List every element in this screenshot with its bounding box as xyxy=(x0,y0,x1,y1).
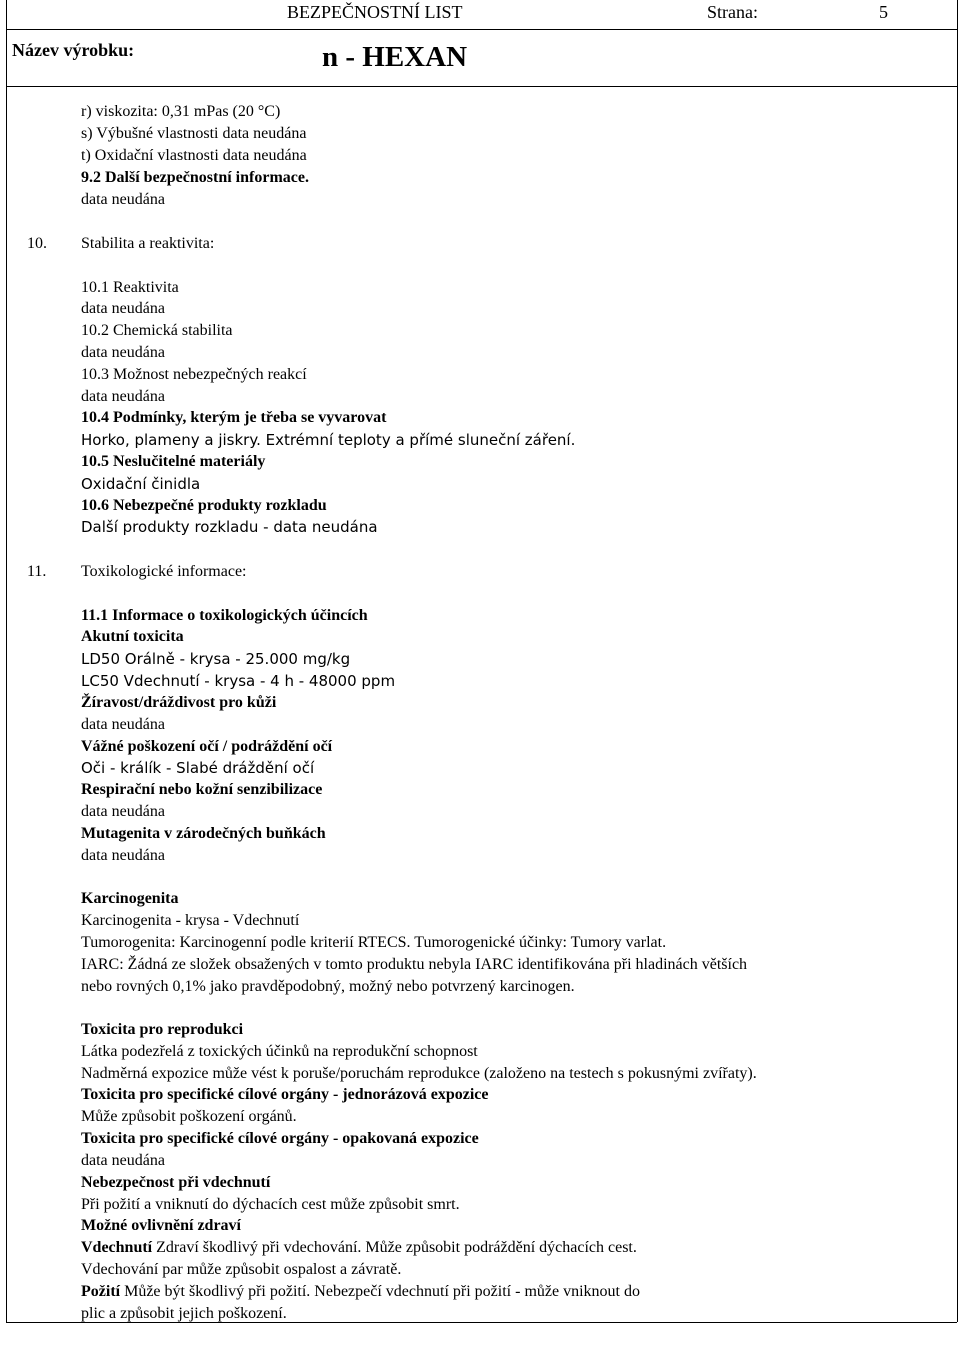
mutagenicity-heading: Mutagenita v zárodečných buňkách xyxy=(81,825,326,842)
inhalation-text: Zdraví škodlivý při vdechování. Může způsobit podráždění dýchacích cest. xyxy=(152,1239,637,1256)
acute-lc50-line: LC50 Vdechnutí - krysa - 4 h - 48000 ppm xyxy=(81,672,396,690)
carcinogenicity-line-2: Tumorogenita: Karcinogenní podle kriterií RTECS. Tumorogenické účinky: Tumory varlat. xyxy=(81,934,667,951)
document-type: BEZPEČNOSTNÍ LIST xyxy=(287,2,463,22)
aspiration-hazard-heading: Nebezpečnost při vdechnutí xyxy=(81,1174,271,1191)
carcinogenicity-line-3: IARC: Žádná ze složek obsažených v tomto produktu nebyla IARC identifikována při hladinách větších xyxy=(81,956,748,973)
acute-ld50-line: LD50 Orálně - krysa - 25.000 mg/kg xyxy=(81,650,351,668)
other-info-heading: 9.2 Další bezpečnostní informace. xyxy=(81,169,309,186)
chemical-stability-heading: 10.2 Chemická stabilita xyxy=(81,322,233,339)
stot-single-heading: Toxicita pro specifické cílové orgány - jednorázová expozice xyxy=(81,1086,489,1103)
reproductive-toxicity-line-1: Látka podezřelá z toxických účinků na reprodukční schopnost xyxy=(81,1043,478,1060)
stot-repeated-value: data neudána xyxy=(81,1152,165,1169)
ingestion-line xyxy=(81,1282,640,1302)
hazardous-reactions-heading: 10.3 Možnost nebezpečných reakcí xyxy=(81,366,307,383)
ingestion-label: Požití xyxy=(81,1283,121,1300)
inhalation-line-2: Vdechování par může způsobit ospalost a závratě. xyxy=(81,1261,402,1278)
stot-single-value: Může způsobit poškození orgánů. xyxy=(81,1108,297,1125)
inhalation-line xyxy=(81,1238,637,1258)
page-label: Strana: xyxy=(707,2,758,22)
reactivity-heading: 10.1 Reaktivita xyxy=(81,279,179,296)
carcinogenicity-line-1: Karcinogenita - krysa - Vdechnutí xyxy=(81,912,300,929)
product-label: Název výrobku: xyxy=(12,40,135,60)
carcinogenicity-heading: Karcinogenita xyxy=(81,890,179,907)
reactivity-value: data neudána xyxy=(81,300,165,317)
eye-damage-heading: Vážné poškození očí / podráždění očí xyxy=(81,738,333,755)
hazardous-reactions-value: data neudána xyxy=(81,388,165,405)
conditions-to-avoid-heading: 10.4 Podmínky, kterým je třeba se vyvarovat xyxy=(81,409,387,426)
reproductive-toxicity-line-2: Nadměrná expozice může vést k poruše/poruchám reprodukce (založeno na testech s pokusnými zvířaty). xyxy=(81,1065,757,1082)
reproductive-toxicity-heading: Toxicita pro reprodukci xyxy=(81,1021,244,1038)
stot-repeated-heading: Toxicita pro specifické cílové orgány - opakovaná expozice xyxy=(81,1130,479,1147)
inhalation-label: Vdechnutí xyxy=(81,1239,153,1256)
carcinogenicity-line-4: nebo rovných 0,1% jako pravděpodobný, možný nebo potvrzený karcinogen. xyxy=(81,978,575,995)
conditions-to-avoid-value: Horko, plameny a jiskry. Extrémní teploty a přímé sluneční záření. xyxy=(81,431,576,449)
health-effects-heading: Možné ovlivnění zdraví xyxy=(81,1217,241,1234)
decomposition-products-heading: 10.6 Nebezpečné produkty rozkladu xyxy=(81,497,327,514)
section-10-number: 10. xyxy=(27,235,47,252)
sensitization-value: data neudána xyxy=(81,803,165,820)
product-name: n - HEXAN xyxy=(322,41,468,73)
mutagenicity-value: data neudána xyxy=(81,847,165,864)
sensitization-heading: Respirační nebo kožní senzibilizace xyxy=(81,781,323,798)
other-info-value: data neudána xyxy=(81,191,165,208)
eye-damage-value: Oči - králík - Slabé dráždění očí xyxy=(81,759,315,777)
ingestion-text: Může být škodlivý při požití. Nebezpečí vdechnutí při požití - může vniknout do xyxy=(120,1283,640,1300)
oxidizing-line: t) Oxidační vlastnosti data neudána xyxy=(81,147,307,164)
decomposition-products-value: Další produkty rozkladu - data neudána xyxy=(81,518,378,536)
section-11-number: 11. xyxy=(27,563,47,580)
skin-irritation-value: data neudána xyxy=(81,716,165,733)
incompatible-materials-heading: 10.5 Neslučitelné materiály xyxy=(81,453,266,470)
section-11-title: Toxikologické informace: xyxy=(81,563,247,580)
aspiration-hazard-value: Při požití a vniknutí do dýchacích cest může způsobit smrt. xyxy=(81,1196,460,1213)
section-10-title: Stabilita a reaktivita: xyxy=(81,235,215,252)
explosive-line: s) Výbušné vlastnosti data neudána xyxy=(81,125,307,142)
skin-irritation-heading: Žíravost/dráždivost pro kůži xyxy=(81,694,277,711)
incompatible-materials-value: Oxidační činidla xyxy=(81,475,201,493)
acute-toxicity-heading: Akutní toxicita xyxy=(81,628,184,645)
page-number: 5 xyxy=(879,2,888,22)
tox-effects-heading: 11.1 Informace o toxikologických účincích xyxy=(81,607,368,624)
chemical-stability-value: data neudána xyxy=(81,344,165,361)
viscosity-line: r) viskozita: 0,31 mPas (20 °C) xyxy=(81,103,281,120)
ingestion-line-2: plic a způsobit jejich poškození. xyxy=(81,1305,287,1322)
